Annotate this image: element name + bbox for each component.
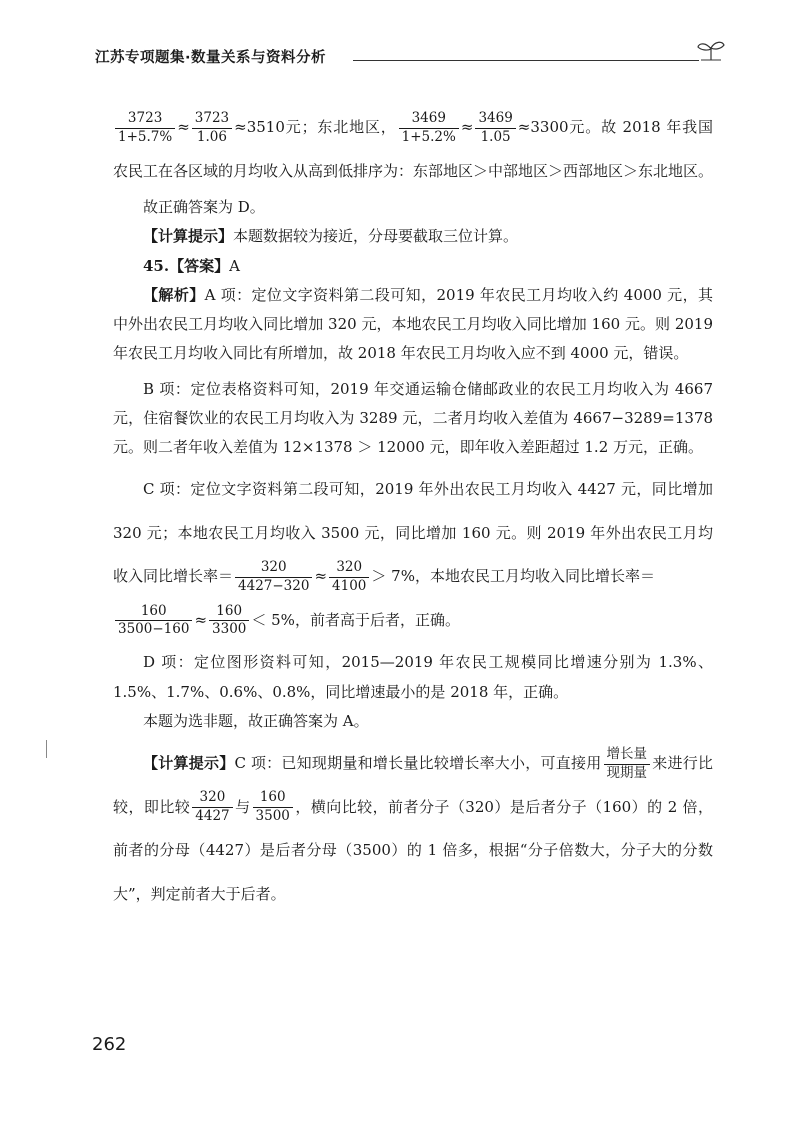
analysis-option-a: 【解析】A 项：定位文字资料第二段可知，2019 年农民工月均收入约 4000 元，其中外出农民工月均收入同比增加 320 元，本地农民工月均收入同比增加 160 元。则 2019 年农民工月均收入同比有所增加，故 2018 年农民工月均收入应不到 4000 元，错误。 <box>113 285 713 363</box>
fraction: $\frac{160}{3500}$ <box>253 790 293 824</box>
analysis-option-d: D 项：定位图形资料可知，2015—2019 年农民工规模同比增速分别为 1.3%、1.5%、1.7%、0.6%、0.8%，同比增速最小的是 2018 年，正确。 <box>113 653 713 701</box>
fraction: $\frac{160}{3500-160}$ <box>115 604 192 638</box>
fraction: $\frac{\text{增长量}}{\text{现期量}}$ <box>604 747 651 781</box>
calc-tip-44: 【计算提示】本题数据较为接近，分母要截取三位计算。 <box>143 227 519 246</box>
fraction: $\frac{3469}{1+5.2\%}$ <box>399 111 459 145</box>
answer-line-45: 本题为选非题，故正确答案为 A。 <box>143 711 369 730</box>
running-header <box>95 38 725 68</box>
calc-tip-45: 【计算提示】C 项：已知现期量和增长量比较增长率大小，可直接用 $\frac{\text{增长量}}{\text{现期量}}$ 来进行比较，即比较 $\frac{320}{4427}$ 与 $\frac{160}{3500}$ ，横向比较，前者分子（320）是后者分子（160）的 2 倍，前者的分母（4427）是后者分母（3500）的 1 倍多，根据“分子倍数大，分子大的分数大”，判定前者大于后者。 <box>113 745 713 903</box>
margin-mark <box>46 740 47 758</box>
fraction: $\frac{320}{4427}$ <box>192 790 232 824</box>
paragraph-regional-income: $\frac{3723}{1+5.7\%}$ ≈ $\frac{3723}{1.06}$ ≈3510元；东北地区， $\frac{3469}{1+5.2\%}$ ≈ $\frac{3469}{1.05}$ ≈3300元。故 2018 年我国农民工在各区域的月均收入从高到低排序为：东部地区＞中部地区＞西部地区＞东北地区。 <box>113 109 714 180</box>
analysis-option-c-continued: $\frac{160}{3500-160}$ ≈ $\frac{160}{3300}$ ＜ 5%，前者高于后者，正确。 <box>113 599 713 643</box>
page-number: 262 <box>92 1034 127 1055</box>
answer-line-44: 故正确答案为 D。 <box>143 198 265 216</box>
analysis-option-b: B 项：定位表格资料可知，2019 年交通运输仓储邮政业的农民工月均收入为 4667 元，住宿餐饮业的农民工月均收入为 3289 元，二者月均收入差值为 4667−3289=1378 元。则二者年收入差值为 12×1378 ＞ 12000 元，即年收入差距超过 1.2 万元，正确。 <box>113 379 713 456</box>
header-rule <box>353 60 699 61</box>
page-body <box>113 106 713 916</box>
fraction: $\frac{320}{4100}$ <box>329 560 369 594</box>
answer-heading-45: 45.【答案】A <box>143 256 240 275</box>
fraction: $\frac{3469}{1.05}$ <box>475 111 515 145</box>
fraction: $\frac{3723}{1.06}$ <box>192 111 232 145</box>
sprout-icon <box>695 38 727 68</box>
fraction: $\frac{320}{4427-320}$ <box>235 560 312 594</box>
analysis-option-c: C 项：定位文字资料第二段可知，2019 年外出农民工月均收入 4427 元，同比增加 320 元；本地农民工月均收入 3500 元，同比增加 160 元。则 2019 年外出农民工月均收入同比增长率＝ $\frac{320}{4427-320}$ ≈ $\frac{320}{4100}$ ＞ 7%，本地农民工月均收入同比增长率＝ <box>113 480 713 594</box>
fraction: $\frac{160}{3300}$ <box>209 604 249 638</box>
fraction: $\frac{3723}{1+5.7\%}$ <box>115 111 175 145</box>
book-title: 江苏专项题集·数量关系与资料分析 <box>95 50 327 66</box>
